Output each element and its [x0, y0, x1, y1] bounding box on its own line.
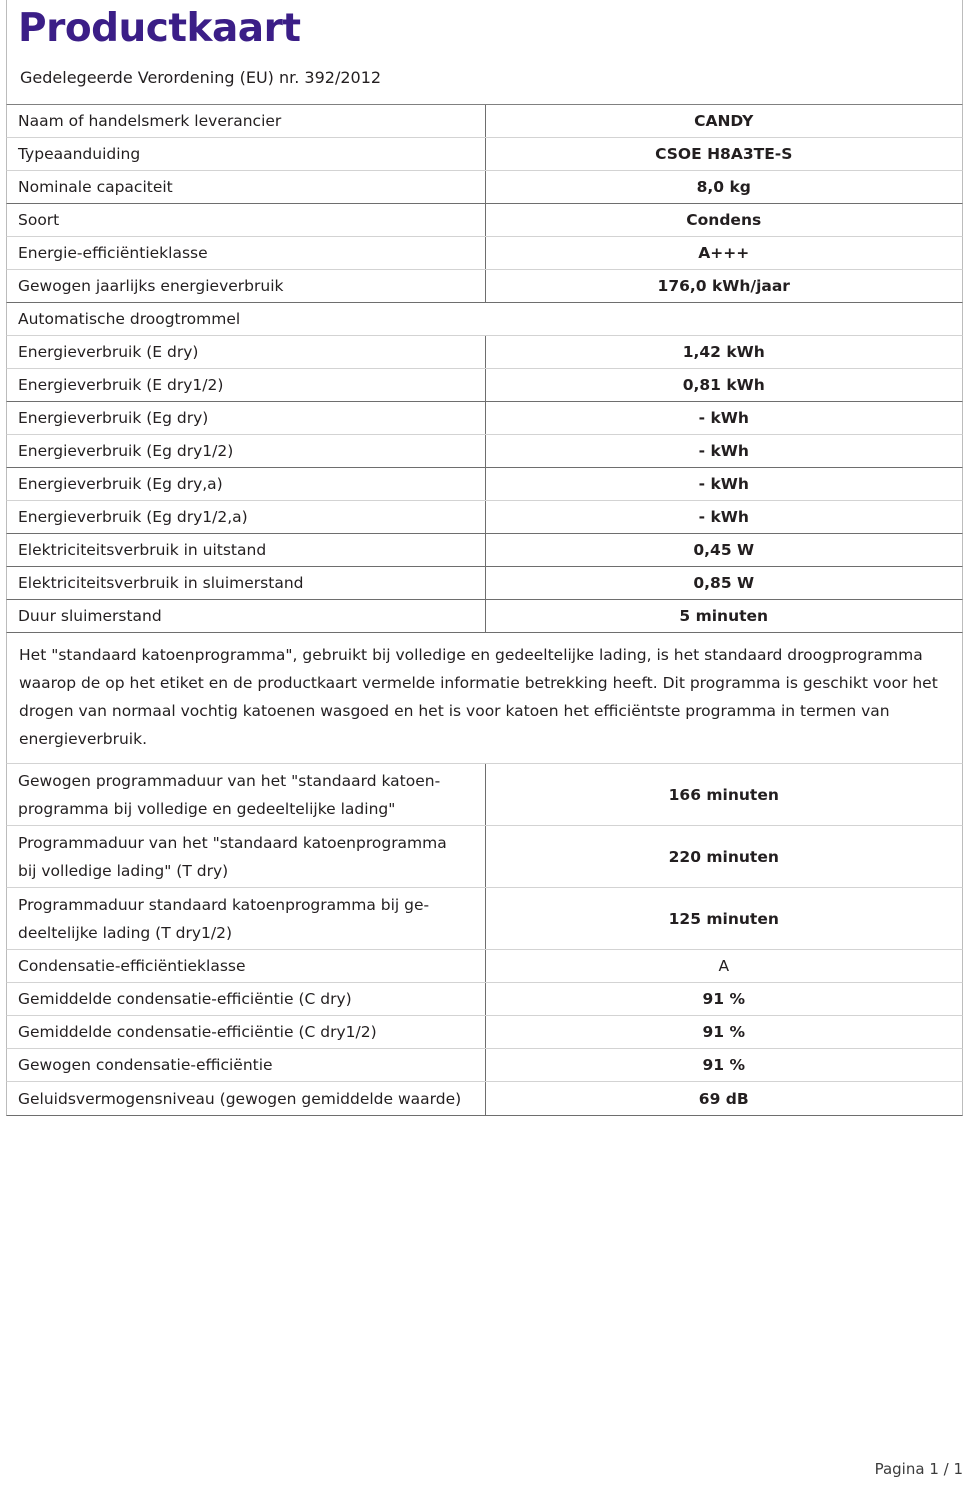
- table-row: [6, 983, 963, 1016]
- row-label: Condensatie-efficiëntieklasse: [7, 950, 486, 982]
- row-label: Energieverbruik (Eg dry1/2,a): [7, 501, 486, 533]
- table-row: [6, 171, 963, 204]
- table-row: [6, 402, 963, 435]
- page-footer: Pagina 1 / 1: [874, 1460, 963, 1478]
- row-label-line2: deeltelijke lading (T dry1/2): [18, 923, 232, 942]
- row-label: Geluidsvermogensniveau (gewogen gemiddelde waarde): [7, 1082, 486, 1115]
- table-row: [6, 369, 963, 402]
- standard-programme-description: Het "standaard katoenprogramma", gebruikt bij volledige en gedeeltelijke lading, is het standaard droogprogramma waarop de op het etiket en de productkaart vermelde informatie betrekking heeft. Dit programma is geschikt voor het drogen van normaal vochtig katoenen wasgoed en het is voor katoen het efficiëntste programma in termen van energieverbruik.: [19, 646, 938, 748]
- row-value: 0,81 kWh: [682, 376, 765, 394]
- row-value: 1,42 kWh: [682, 343, 765, 361]
- row-label-line1: Programmaduur van het "standaard katoenprogramma: [18, 833, 447, 852]
- row-value: A+++: [698, 244, 750, 262]
- row-label: Energieverbruik (Eg dry): [7, 402, 486, 434]
- row-value: 0,85 W: [693, 574, 755, 592]
- row-label: Typeaanduiding: [7, 138, 486, 170]
- row-label: Gemiddelde condensatie-efficiëntie (C dry): [7, 983, 486, 1015]
- table-row: [6, 237, 963, 270]
- row-label: Energieverbruik (E dry): [7, 336, 486, 368]
- row-label: Energie-efficiëntieklasse: [7, 237, 486, 269]
- row-label: [7, 826, 486, 887]
- row-value: 220 minuten: [668, 847, 779, 866]
- row-value: 69 dB: [698, 1089, 749, 1108]
- row-value: 91 %: [702, 1056, 745, 1074]
- table-row: [6, 336, 963, 369]
- table-row: [6, 138, 963, 171]
- row-label: Nominale capaciteit: [7, 171, 486, 203]
- row-value: A: [718, 957, 730, 975]
- row-value: - kWh: [698, 508, 749, 526]
- row-label: Gewogen jaarlijks energieverbruik: [7, 270, 486, 302]
- regulation-subtitle: Gedelegeerde Verordening (EU) nr. 392/2012: [20, 68, 382, 87]
- table-row: [6, 435, 963, 468]
- row-label-line1: Gewogen programmaduur van het "standaard katoen-: [18, 771, 441, 790]
- row-label: Gemiddelde condensatie-efficiëntie (C dry1/2): [7, 1016, 486, 1048]
- row-label: Energieverbruik (Eg dry,a): [7, 468, 486, 500]
- row-label: [7, 764, 486, 825]
- row-label: Energieverbruik (E dry1/2): [7, 369, 486, 401]
- table-row: [6, 204, 963, 237]
- row-value: 91 %: [702, 1023, 745, 1041]
- row-value: - kWh: [698, 442, 749, 460]
- table-row: [6, 600, 963, 633]
- row-value: 166 minuten: [668, 785, 779, 804]
- table-row: [6, 1082, 963, 1116]
- row-label: Elektriciteitsverbruik in uitstand: [7, 534, 486, 566]
- row-value: CANDY: [694, 112, 754, 130]
- row-label-line2: bij volledige lading" (T dry): [18, 861, 229, 880]
- table-row: [6, 534, 963, 567]
- row-value: 91 %: [702, 990, 745, 1008]
- table-row: [6, 1049, 963, 1082]
- table-row: [6, 950, 963, 983]
- row-label: Duur sluimerstand: [7, 600, 486, 632]
- row-label-line1: Programmaduur standaard katoenprogramma bij ge-: [18, 895, 430, 914]
- row-value: 8,0 kg: [696, 178, 751, 196]
- table-row-paragraph: [6, 633, 963, 764]
- page-title: Productkaart: [18, 6, 301, 51]
- specification-table: [6, 105, 963, 1116]
- row-value: 0,45 W: [693, 541, 755, 559]
- table-row: [6, 1016, 963, 1049]
- row-value: Condens: [686, 211, 762, 229]
- row-label: Automatische droogtrommel: [18, 310, 241, 328]
- row-label-line2: programma bij volledige en gedeeltelijke lading": [18, 799, 396, 818]
- table-row-section-heading: [6, 303, 963, 336]
- table-row: [6, 567, 963, 600]
- table-row: [6, 501, 963, 534]
- row-label: Energieverbruik (Eg dry1/2): [7, 435, 486, 467]
- row-label: Soort: [7, 204, 486, 236]
- row-label: [7, 888, 486, 949]
- row-label: Elektriciteitsverbruik in sluimerstand: [7, 567, 486, 599]
- row-value: - kWh: [698, 475, 749, 493]
- table-row: [6, 105, 963, 138]
- table-row: [6, 270, 963, 303]
- row-value: 5 minuten: [679, 607, 769, 625]
- row-value: 125 minuten: [668, 909, 779, 928]
- table-row: [6, 888, 963, 950]
- row-value: - kWh: [698, 409, 749, 427]
- table-row: [6, 468, 963, 501]
- document-header: [6, 0, 963, 105]
- row-value: CSOE H8A3TE-S: [655, 145, 793, 163]
- table-row: [6, 764, 963, 826]
- table-row: [6, 826, 963, 888]
- row-value: 176,0 kWh/jaar: [657, 277, 790, 295]
- row-label: Gewogen condensatie-efficiëntie: [7, 1049, 486, 1081]
- row-label: Naam of handelsmerk leverancier: [7, 105, 486, 137]
